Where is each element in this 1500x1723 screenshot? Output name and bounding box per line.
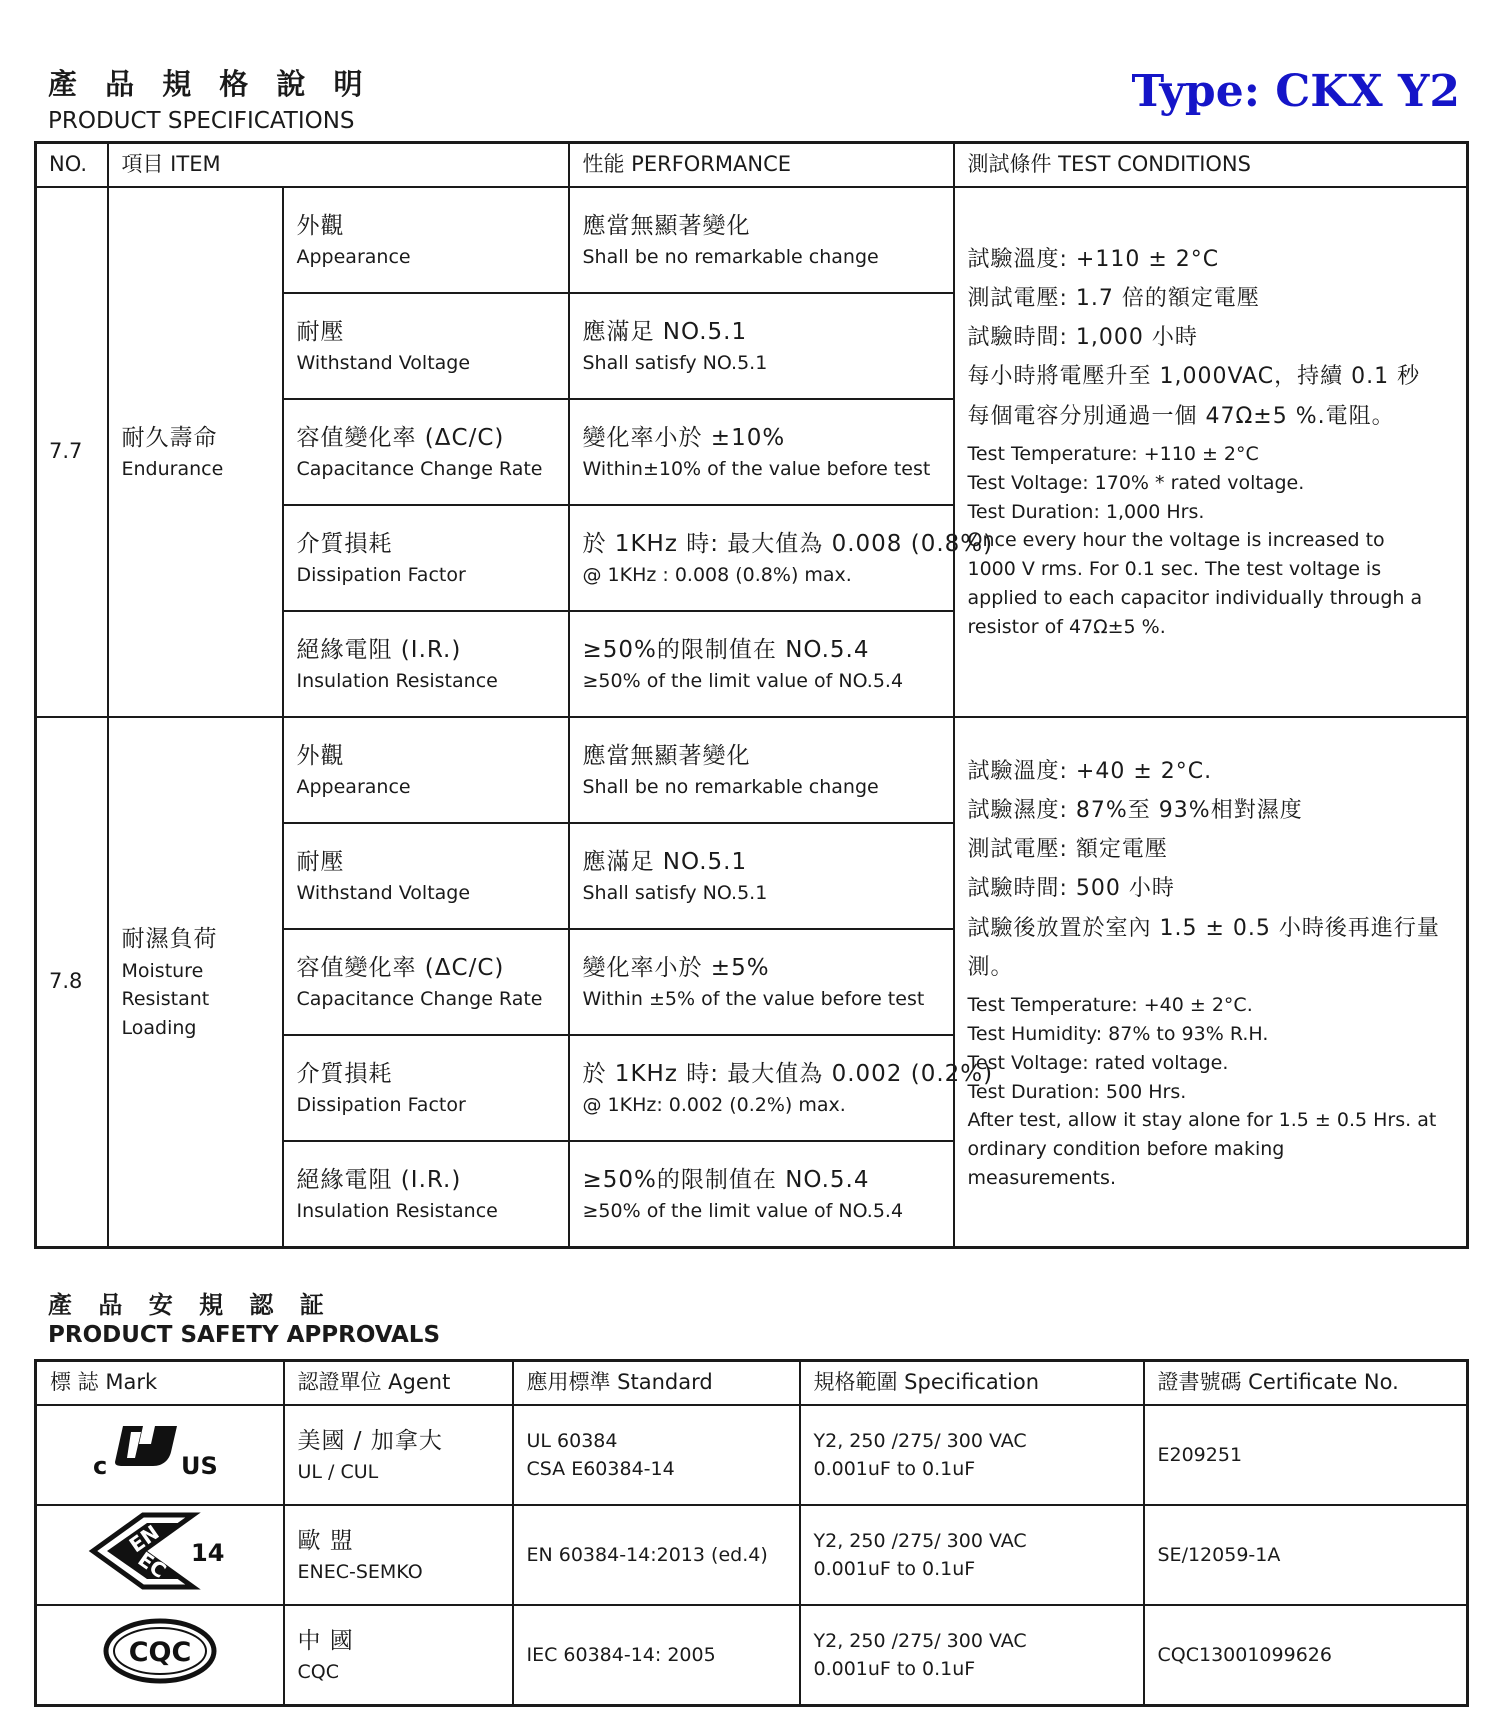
sub-item [283,823,569,929]
standard-line: IEC 60384-14: 2005 [526,1643,716,1666]
item-number: 7.8 [36,717,108,1248]
test-conditions [954,187,1468,717]
sub-item [283,1035,569,1141]
sub-item-zh: 絕緣電阻 (I.R.) [296,1166,462,1193]
standard-line: CSA E60384-14 [526,1458,675,1480]
sub-item [283,293,569,399]
condition-line: 每小時將電壓升至 1,000VAC，持續 0.1 秒 [967,364,1421,390]
performance-zh: 應滿足 NO.5.1 [582,318,748,345]
specification-line: 0.001uF to 0.1uF [813,1658,976,1680]
condition-line: ordinary condition before making [967,1138,1285,1161]
performance [569,1035,994,1141]
certificate-cell: CQC13001099626 [1144,1605,1468,1706]
safety-row [36,1505,1468,1605]
agent-cell [284,1605,513,1706]
agent-en: UL / CUL [297,1461,379,1483]
performance [569,293,954,399]
header-agent: 認證單位 Agent [284,1361,513,1406]
sub-item-zh: 介質損耗 [296,1060,393,1087]
condition-line: 試驗時間: 500 小時 [967,876,1175,902]
agent-cell [284,1505,513,1605]
sub-item-zh: 耐壓 [296,848,345,875]
sub-item-zh: 外觀 [296,212,345,239]
mark-cell [36,1605,284,1706]
item-name-en: Endurance [121,458,224,480]
specification-cell [800,1405,1144,1505]
specification-line: Y2, 250 /275/ 300 VAC [813,1429,1027,1452]
condition-line: 測試電壓: 1.7 倍的額定電壓 [967,286,1260,312]
item-name-zh: 耐久壽命 [121,424,218,451]
standard-cell [513,1405,800,1505]
condition-line: Once every hour the voltage is increased to [967,529,1385,552]
specification-cell [800,1605,1144,1706]
sub-item-en: Withstand Voltage [296,352,471,374]
header-standard: 應用標準 Standard [513,1361,800,1406]
header-no: NO. [36,143,108,188]
agent-zh: 歐 盟 [297,1527,354,1554]
performance [569,399,954,505]
condition-line: 試驗時間: 1,000 小時 [967,325,1198,351]
sub-item-zh: 容值變化率 (ΔC/C) [296,954,505,981]
header-performance: 性能 PERFORMANCE [569,143,954,188]
sub-item [283,1141,569,1248]
performance-zh: 變化率小於 ±10% [582,424,786,451]
item-number: 7.7 [36,187,108,717]
sub-item-en: Appearance [296,246,411,268]
condition-line: 試驗溫度: +110 ± 2°C [967,247,1220,272]
sub-item [283,187,569,293]
certificate-cell: SE/12059-1A [1144,1505,1468,1605]
mark-cell [36,1505,284,1605]
spec-header-row [36,143,1468,188]
condition-line: 每個電容分別通過一個 47Ω±5 %.電阻。 [967,403,1395,429]
condition-line: 測試電壓: 額定電壓 [967,837,1168,863]
sub-item-en: Dissipation Factor [296,564,466,586]
sub-item-en: Capacitance Change Rate [296,458,543,480]
sub-item [283,505,569,611]
page-title-en: PRODUCT SPECIFICATIONS [48,108,355,134]
sub-item-en: Insulation Resistance [296,1200,498,1222]
sub-item-zh: 外觀 [296,742,345,769]
performance-en: Shall satisfy NO.5.1 [582,882,768,904]
svg-text:US: US [180,1451,218,1480]
condition-line: 試驗後放置於室內 1.5 ± 0.5 小時後再進行量 [967,915,1440,941]
sub-item-en: Appearance [296,776,411,798]
performance-zh: 應當無顯著變化 [582,212,751,239]
item-name-zh: 耐濕負荷 [121,926,218,952]
performance [569,505,994,611]
performance-zh: 應滿足 NO.5.1 [582,848,748,875]
page-title-zh: 產 品 規 格 說 明 [48,67,372,101]
specification-line: 0.001uF to 0.1uF [813,1458,976,1480]
performance-en: Shall satisfy NO.5.1 [582,352,768,374]
condition-line: Test Humidity: 87% to 93% R.H. [967,1022,1269,1045]
performance [569,187,954,293]
performance [569,611,954,717]
item-name [108,187,283,717]
item-name-en: Loading [121,1016,197,1039]
condition-line: After test, allow it stay alone for 1.5 ± 0.5 Hrs. at [967,1109,1437,1132]
performance-en: ≥50% of the limit value of NO.5.4 [582,670,904,692]
svg-text:EN: EN [124,1519,164,1557]
safety-approvals-table [34,1359,1469,1707]
safety-title-zh: 產 品 安 規 認 証 [48,1291,333,1319]
performance [569,823,954,929]
performance-en: ≥50% of the limit value of NO.5.4 [582,1200,904,1222]
svg-text:c: c [92,1451,107,1480]
sub-item-zh: 耐壓 [296,318,345,345]
mark-cell [36,1405,284,1505]
sub-item-zh: 容值變化率 (ΔC/C) [296,424,505,451]
sub-item-zh: 絕緣電阻 (I.R.) [296,636,462,663]
agent-cell [284,1405,513,1505]
header-mark: 標 誌 Mark [36,1361,284,1406]
standard-cell [513,1605,800,1706]
ul-cul-mark-icon [85,1416,235,1486]
condition-line: Test Temperature: +110 ± 2°C [967,442,1259,465]
header-conditions: 測試條件 TEST CONDITIONS [954,143,1468,188]
performance-zh: 於 1KHz 時: 最大值為 0.008 (0.8%) [582,530,994,557]
performance-en: Shall be no remarkable change [582,776,879,798]
agent-en: CQC [297,1661,339,1683]
performance-en: Shall be no remarkable change [582,246,879,268]
test-conditions [954,717,1468,1248]
performance-en: @ 1KHz : 0.008 (0.8%) max. [582,564,852,586]
header-item: 項目 ITEM [108,143,569,188]
safety-title-en: PRODUCT SAFETY APPROVALS [48,1322,441,1348]
specification-line: 0.001uF to 0.1uF [813,1558,976,1580]
sub-item [283,717,569,823]
item-name-en: Moisture [121,959,204,982]
performance-zh: 變化率小於 ±5% [582,954,770,981]
sub-item [283,399,569,505]
performance-en: Within±10% of the value before test [582,458,931,480]
condition-line: measurements. [967,1167,1116,1190]
standard-cell [513,1505,800,1605]
sub-item-en: Withstand Voltage [296,882,471,904]
condition-line: Test Duration: 500 Hrs. [967,1080,1187,1103]
sub-item-en: Dissipation Factor [296,1094,466,1116]
specification-line: Y2, 250 /275/ 300 VAC [813,1529,1027,1552]
spec-row [36,187,1468,293]
sub-item [283,611,569,717]
condition-line: Test Voltage: rated voltage. [967,1051,1229,1074]
performance-zh: ≥50%的限制值在 NO.5.4 [582,1166,870,1193]
svg-text:14: 14 [190,1538,225,1567]
agent-zh: 中 國 [297,1627,354,1654]
product-type-label: Type: CKX Y2 [1131,66,1460,117]
agent-zh: 美國 / 加拿大 [297,1427,443,1454]
performance [569,1141,954,1248]
performance-zh: 於 1KHz 時: 最大值為 0.002 (0.2%) [582,1060,994,1087]
enec-14-mark-icon [85,1509,235,1593]
item-name [108,717,283,1248]
performance [569,929,954,1035]
agent-en: ENEC-SEMKO [297,1561,423,1583]
safety-row [36,1405,1468,1505]
performance [569,717,954,823]
specification-line: Y2, 250 /275/ 300 VAC [813,1629,1027,1652]
item-name-en: Resistant [121,988,210,1010]
specifications-table [34,141,1469,1249]
spec-row [36,717,1468,823]
cqc-mark-icon [100,1616,220,1686]
performance-zh: 應當無顯著變化 [582,742,751,769]
header-specification: 規格範圍 Specification [800,1361,1144,1406]
sub-item-en: Capacitance Change Rate [296,988,543,1010]
sub-item-zh: 介質損耗 [296,530,393,557]
condition-line: Test Duration: 1,000 Hrs. [967,500,1205,523]
condition-line: Test Voltage: 170% * rated voltage. [967,471,1305,494]
standard-line: EN 60384-14:2013 (ed.4) [526,1543,768,1566]
sub-item [283,929,569,1035]
svg-text:EC: EC [133,1546,171,1583]
certificate-cell: E209251 [1144,1405,1468,1505]
safety-row [36,1605,1468,1706]
performance-zh: ≥50%的限制值在 NO.5.4 [582,636,870,663]
safety-header-row [36,1361,1468,1406]
sub-item-en: Insulation Resistance [296,670,498,692]
condition-line: applied to each capacitor individually through a [967,587,1423,610]
condition-line: 試驗濕度: 87%至 93%相對濕度 [967,798,1303,824]
specification-cell [800,1505,1144,1605]
condition-line: resistor of 47Ω±5 %. [967,616,1166,639]
condition-line: Test Temperature: +40 ± 2°C. [967,993,1253,1016]
condition-line: 1000 V rms. For 0.1 sec. The test voltage is [967,558,1382,581]
svg-text:CQC: CQC [128,1636,192,1668]
performance-en: @ 1KHz: 0.002 (0.2%) max. [582,1094,846,1116]
performance-en: Within ±5% of the value before test [582,988,925,1010]
header-certificate: 證書號碼 Certificate No. [1144,1361,1468,1406]
condition-line: 試驗溫度: +40 ± 2°C. [967,759,1213,784]
condition-line: 測。 [967,954,1014,980]
standard-line: UL 60384 [526,1429,618,1452]
